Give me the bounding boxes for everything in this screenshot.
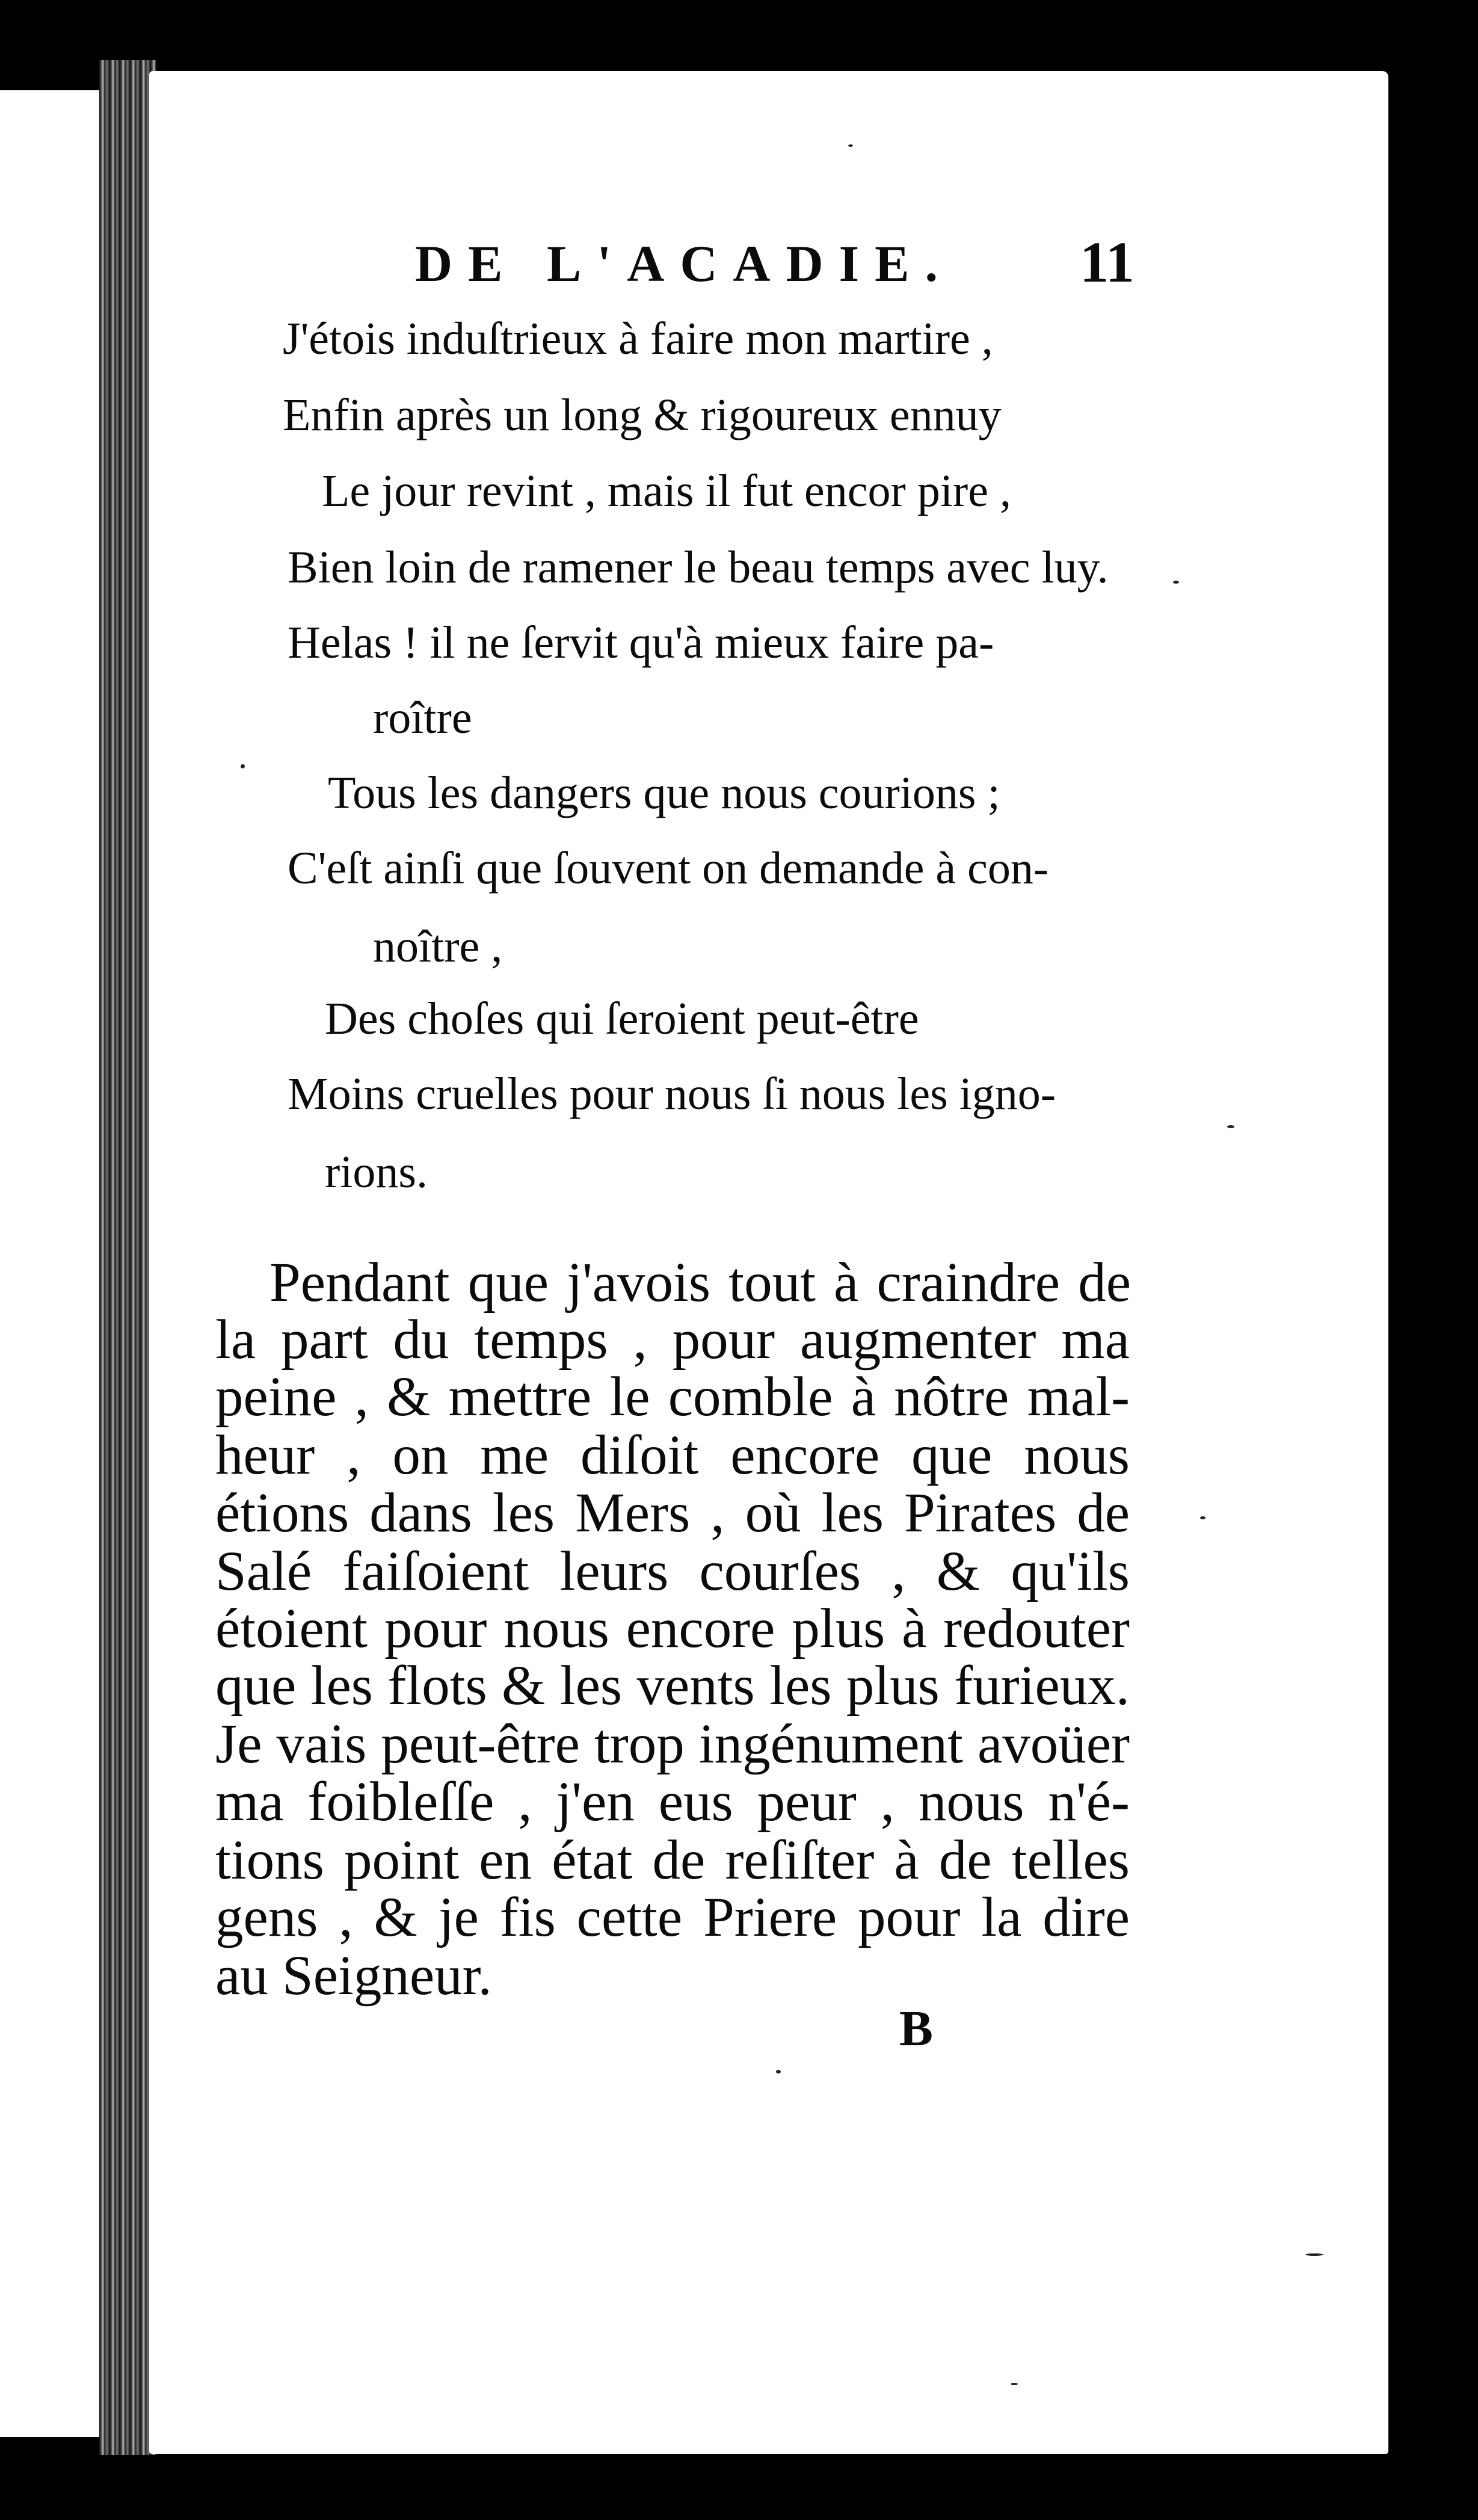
facing-page-edge [0, 90, 102, 2437]
verse-line: Moins cruelles pour nous ſi nous les igno- [288, 1069, 1056, 1119]
verse-line: Tous les dangers que nous courions ; [328, 768, 1000, 818]
verse-line: roître [373, 693, 472, 743]
prose-line: Je vais peut-être trop ingénument avoüer [215, 1713, 1130, 1775]
signature-mark: B [899, 2001, 934, 2057]
verse-line: Des choſes qui ſeroient peut-être [325, 993, 919, 1044]
scan-speck [1173, 581, 1179, 584]
verse-line: Enfin après un long & rigoureux ennuy [283, 390, 1002, 440]
prose-line: peine , & mettre le comble à nôtre mal- [215, 1366, 1130, 1428]
scan-speck [1305, 2253, 1323, 2256]
prose-line: Pendant que j'avois tout à craindre de [269, 1252, 1131, 1314]
prose-line: tions point en état de reſiſter à de telles [215, 1829, 1130, 1891]
prose-line: gens , & je fis cette Priere pour la dire [215, 1886, 1130, 1948]
verse-line: Bien loin de ramener le beau temps avec luy. [288, 542, 1109, 593]
prose-line: au Seigneur. [215, 1945, 492, 2007]
prose-line: que les flots & les vents les plus furieux. [215, 1655, 1130, 1717]
prose-line: heur , on me diſoit encore que nous [215, 1424, 1130, 1486]
scan-speck [1011, 2383, 1018, 2385]
verse-line: C'eſt ainſi que ſouvent on demande à con- [288, 843, 1049, 894]
book-binding [99, 60, 156, 2455]
prose-line: Salé faiſoient leurs courſes , & qu'ils [215, 1540, 1130, 1602]
scan-speck [1227, 1125, 1234, 1128]
prose-line: la part du temps , pour augmenter ma [215, 1309, 1130, 1371]
running-head: DE L'ACADIE. [415, 235, 953, 292]
verse-line: noître , [373, 921, 503, 972]
prose-line: étoient pour nous encore plus à redouter [215, 1598, 1130, 1660]
scan-speck [1200, 1516, 1205, 1519]
page-number: 11 [1080, 230, 1135, 294]
prose-line: ma foibleſſe , j'en eus peur , nous n'é- [215, 1771, 1130, 1833]
verse-line: Helas ! il ne ſervit qu'à mieux faire pa- [288, 617, 994, 668]
verse-line: rions. [325, 1147, 428, 1197]
verse-line: J'étois induſtrieux à faire mon martire , [283, 313, 993, 364]
scan-speck [848, 144, 853, 147]
scan-speck [241, 764, 245, 768]
verse-line: Le jour revint , mais il fut encor pire , [322, 466, 1011, 516]
prose-line: étions dans les Mers , où les Pirates de [215, 1482, 1130, 1544]
scan-speck [776, 2070, 781, 2074]
